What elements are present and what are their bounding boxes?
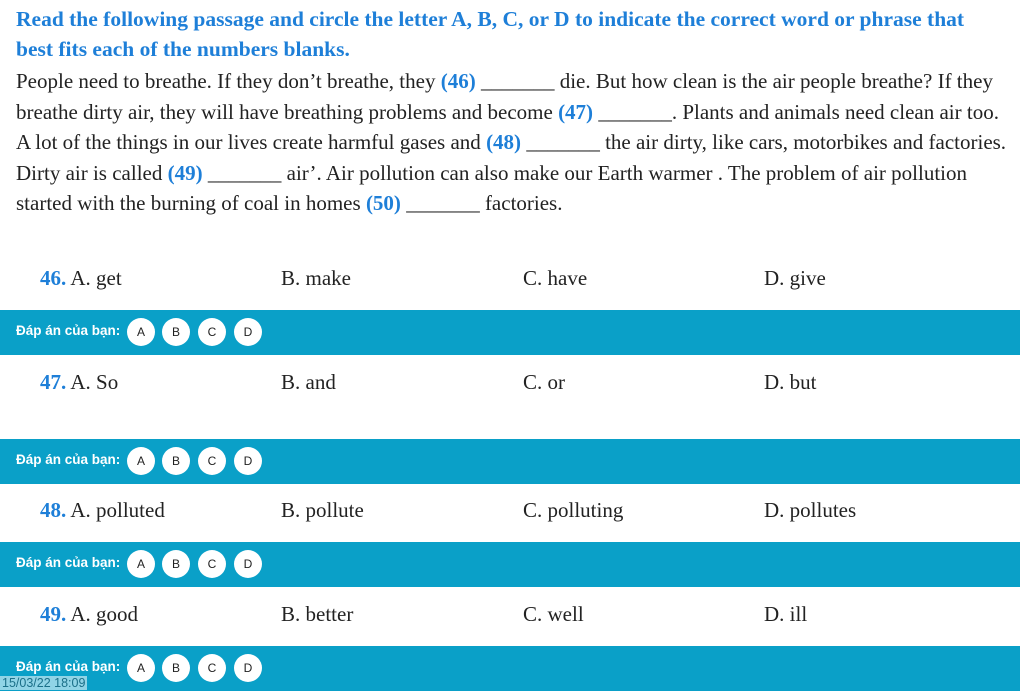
answer-48-option-b[interactable]: B [162, 550, 190, 578]
answer-label: Đáp án của bạn: [16, 555, 121, 570]
question-49-choice-d: D. ill [764, 602, 808, 626]
question-47-choice-d: D. but [764, 370, 817, 394]
question-46 [0, 258, 1024, 298]
question-49 [0, 594, 1024, 634]
question-47-choice-a [40, 370, 118, 395]
question-48 [0, 490, 1024, 530]
blank-47-number: (47) [558, 99, 594, 124]
question-49-choice-b: B. better [281, 602, 354, 626]
question-49-choice-a [40, 602, 138, 627]
question-46-choice-b: B. make [281, 266, 351, 290]
answer-bar-47 [0, 439, 1020, 484]
answer-48-option-c[interactable]: C [198, 550, 226, 578]
question-49-choice-c: C. well [523, 602, 584, 626]
answer-bar-46 [0, 310, 1020, 355]
answer-46-option-c[interactable]: C [198, 318, 226, 346]
answer-46-option-b[interactable]: B [162, 318, 190, 346]
question-48-choice-b: B. pollute [281, 498, 364, 522]
blank-50-number: (50) [365, 191, 401, 215]
blank-48-number: (48) [486, 130, 522, 154]
answer-47-option-c[interactable]: C [198, 447, 226, 475]
passage-text: _______ air’. Air pollution can also make our Earth warmer . The problem of air pollution started with the burning of coal in homes [16, 160, 967, 215]
question-47-choice-c: C. or [523, 370, 565, 394]
answer-49-option-c[interactable]: C [198, 654, 226, 682]
passage-text: _______. Plants and animals need clean air too. A lot of the things in our lives create harmful gases and [16, 99, 999, 154]
question-47-choice-b: B. and [281, 370, 336, 394]
question-48-choice-d: D. pollutes [764, 498, 857, 522]
question-48-choice-a [40, 498, 165, 523]
question-47 [0, 362, 1024, 402]
question-number: 47. [40, 370, 67, 394]
question-48-choice-c: C. polluting [523, 498, 624, 522]
answer-label: Đáp án của bạn: [16, 452, 121, 467]
answer-label: Đáp án của bạn: [16, 323, 121, 338]
answer-47-option-b[interactable]: B [162, 447, 190, 475]
answer-48-option-a[interactable]: A [127, 550, 155, 578]
choice-text: A. So [70, 370, 119, 394]
choice-text: A. good [70, 602, 139, 626]
question-number: 49. [40, 602, 67, 626]
passage-text: _______ factories. [400, 191, 563, 215]
question-46-choice-d: D. give [764, 266, 826, 290]
instruction-text: Read the following passage and circle the letter A, B, C, or D to indicate the correct word or phrase that best fits each of the numbers blanks. [16, 7, 965, 61]
question-number: 46. [40, 266, 67, 290]
answer-47-option-d[interactable]: D [234, 447, 262, 475]
answer-bar-49 [0, 646, 1020, 691]
answer-bar-48 [0, 542, 1020, 587]
question-number: 48. [40, 498, 67, 522]
choice-text: A. get [70, 266, 122, 290]
answer-49-option-a[interactable]: A [127, 654, 155, 682]
answer-47-option-a[interactable]: A [127, 447, 155, 475]
passage-text: People need to breathe. If they don’t breathe, they [16, 69, 441, 93]
choice-text: A. polluted [70, 498, 165, 522]
answer-49-option-d[interactable]: D [234, 654, 262, 682]
passage-text: _______ die. But how clean is the air people breathe? If they breathe dirty air, they will have breathing problems and become [16, 69, 993, 124]
answer-46-option-a[interactable]: A [127, 318, 155, 346]
reading-passage [16, 66, 1016, 219]
passage-text: _______ the air dirty, like cars, motorbikes and factories. Dirty air is called [16, 130, 1007, 185]
answer-label: Đáp án của bạn: [16, 659, 121, 674]
question-46-choice-a [40, 266, 122, 291]
blank-49-number: (49) [167, 160, 203, 185]
answer-48-option-d[interactable]: D [234, 550, 262, 578]
question-46-choice-c: C. have [523, 266, 588, 290]
timestamp: 15/03/22 18:09 [2, 676, 86, 690]
answer-46-option-d[interactable]: D [234, 318, 262, 346]
blank-46-number: (46) [440, 69, 476, 93]
answer-49-option-b[interactable]: B [162, 654, 190, 682]
